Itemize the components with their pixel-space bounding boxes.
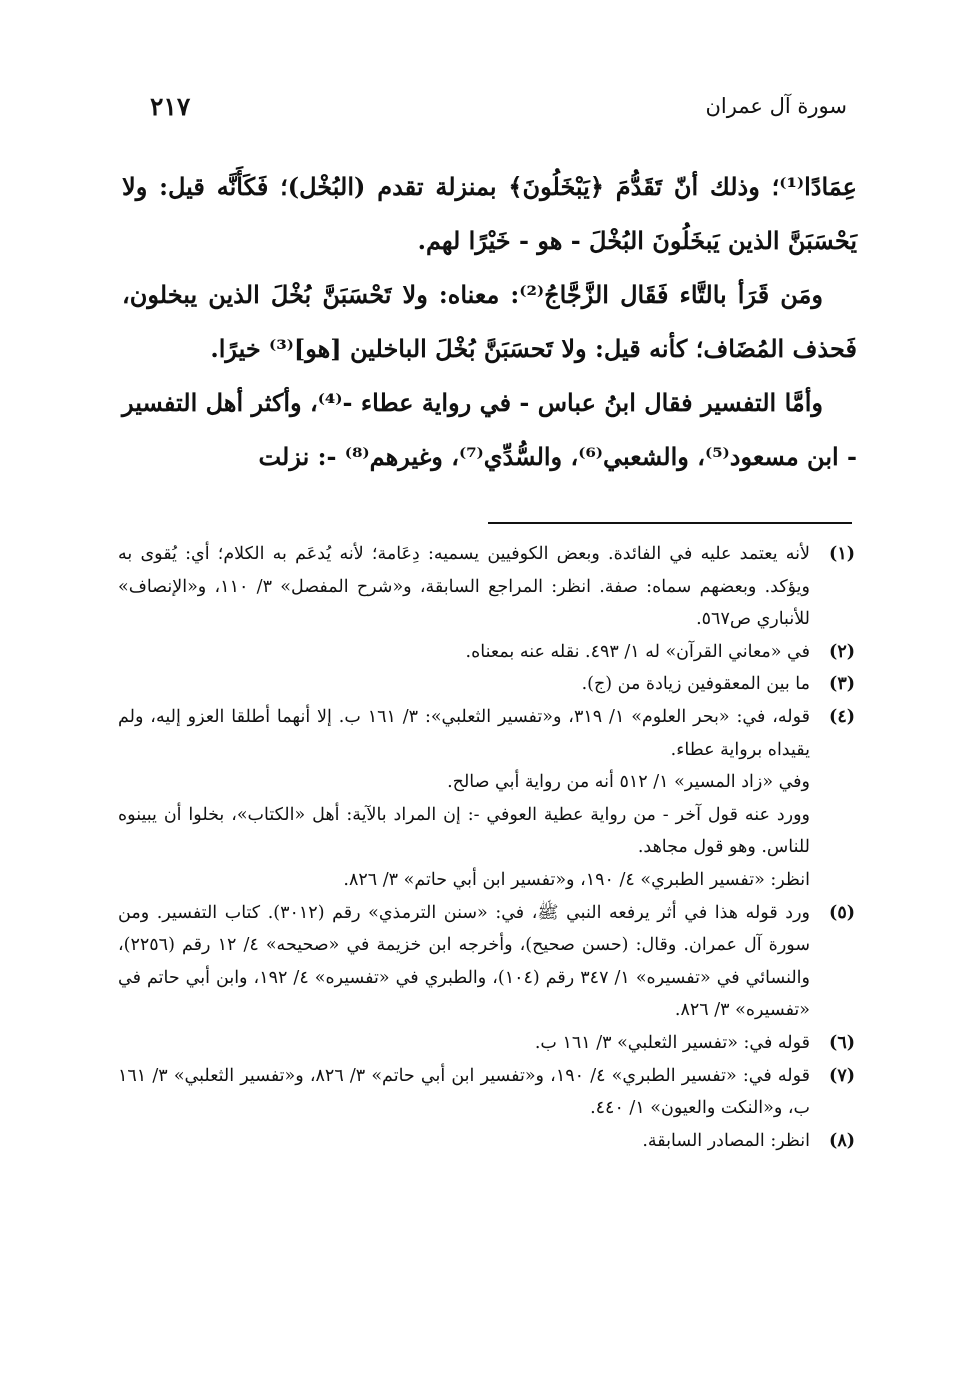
footnote-text: وورد عنه قول آخر - من رواية عطية العوفي -: إن المراد بالآية: أهل «الكتاب»، بخلوا أن يبينوه للناس. وهو قول مجاهد.: [118, 804, 810, 858]
main-paragraph: ومَن قَرَأ بالتَّاء فَقَال الزَّجَّاجُ⁽²⁾: معناه: ولا تَحْسَبَنَّ بُخْلَ الذين يبخلون، فَحذف المُضَاف؛ كأنه قيل: ولا تَحسَبَنَّ بُخْلَ الباخلين [هو]⁽³⁾ خيرًا.: [122, 280, 857, 363]
footnote-text: قوله في: «تفسير الطبري» ٤/ ١٩٠، و«تفسير ابن أبي حاتم» ٣/ ٨٢٦، و«تفسير الثعلبي» ٣/ ١٦١ ب، و«النكت والعيون» ١/ ٤٤٠.: [118, 1065, 810, 1119]
page-header: [150, 88, 847, 132]
footnote-number: (٣): [829, 674, 855, 695]
footnote-text: قوله في: «تفسير الثعلبي» ٣/ ١٦١ ب.: [534, 1032, 810, 1053]
footnote: [118, 636, 855, 669]
footnote-number: (٤): [829, 706, 855, 727]
footnote-text: ما بين المعقوفين زيادة من (ج).: [581, 674, 810, 695]
footnote-text: قوله، في: «بحر العلوم» ١/ ٣١٩، و«تفسير الثعلبي»: ٣/ ١٦١ ب. إلا أنهما أطلقا العزو إليه، ولم يقيداه برواية عطاء.: [118, 706, 810, 760]
footnote: [118, 538, 855, 636]
footnote: [118, 1125, 855, 1158]
main-text: [122, 160, 857, 484]
footnote: [118, 897, 855, 1027]
footnote-text: ورد قوله هذا في أثر يرفعه النبي ﷺ، في: «سنن الترمذي» رقم (٣٠١٢). كتاب التفسير. ومن سورة آل عمران. وقال: (حسن صحيح)، وأخرجه ابن خزيمة في «صحيحه» ٤/ ١٢ رقم (٢٢٥٦)، والنسائي في «تفسيره» ١/ ٣٤٧ رقم (١٠٤)، والطبري في «تفسيره» ٤/ ١٩٢، وابن أبي حاتم في «تفسيره» ٣/ ٨٢٦.: [118, 902, 810, 1021]
footnote-number: (١): [829, 544, 855, 564]
footnote-number: (٥): [829, 902, 855, 923]
page-number: ٢١٧: [150, 92, 191, 121]
main-paragraph: عِمَادًا⁽¹⁾؛ وذلك أنّ تَقَدُّمَ ﴿يَبْخَلُونَ﴾ بمنزلة تقدم (البُخْل)؛ فَكَأَنَّه قيل: ولا يَحْسَبَنَّ الذين يَبخَلُونَ البُخْلَ - هو - خَيْرًا لهم.: [122, 172, 857, 255]
footnote-separator: [488, 522, 852, 524]
footnote: [118, 668, 855, 701]
footnote-number: (٦): [829, 1032, 855, 1053]
surah-title: سورة آل عمران: [705, 94, 847, 118]
footnote-number: (٢): [829, 641, 855, 662]
footnote: [118, 1027, 855, 1060]
footnote-number: (٨): [829, 1130, 855, 1151]
footnote: [118, 701, 855, 897]
footnote-text: وفي «زاد المسير» ١/ ٥١٢ أنه من رواية أبي صالح.: [447, 772, 810, 793]
footnote-text: انظر: «تفسير الطبري» ٤/ ١٩٠، و«تفسير ابن أبي حاتم» ٣/ ٨٢٦.: [343, 869, 810, 890]
footnote-number: (٧): [829, 1065, 855, 1086]
footnote-text: لأنه يعتمد عليه في الفائدة. وبعض الكوفيين يسميه: دِعَامة؛ لأنه يُدعَم به الكلام؛ أي: يُقوى به ويؤكد. وبعضهم سماه: صفة. انظر: المراجع السابقة، و«شرح المفصل» ٣/ ١١٠، و«الإنصاف» للأنباري ص٥٦٧.: [118, 544, 811, 630]
main-paragraph: وأمَّا التفسير فقال ابنُ عباس - في رواية عطاء -⁽⁴⁾، وأكثر أهل التفسير - ابن مسعود⁽⁵⁾، والشعبي⁽⁶⁾، والسُّدِّي⁽⁷⁾، وغيرهم⁽⁸⁾ -: نزلت: [122, 388, 857, 471]
footnotes: [118, 538, 855, 1157]
footnote: [118, 1060, 855, 1125]
footnote-text: في «معاني القرآن» له ١/ ٤٩٣. نقله عنه بمعناه.: [465, 641, 810, 662]
footnote-text: انظر: المصادر السابقة.: [642, 1130, 810, 1151]
